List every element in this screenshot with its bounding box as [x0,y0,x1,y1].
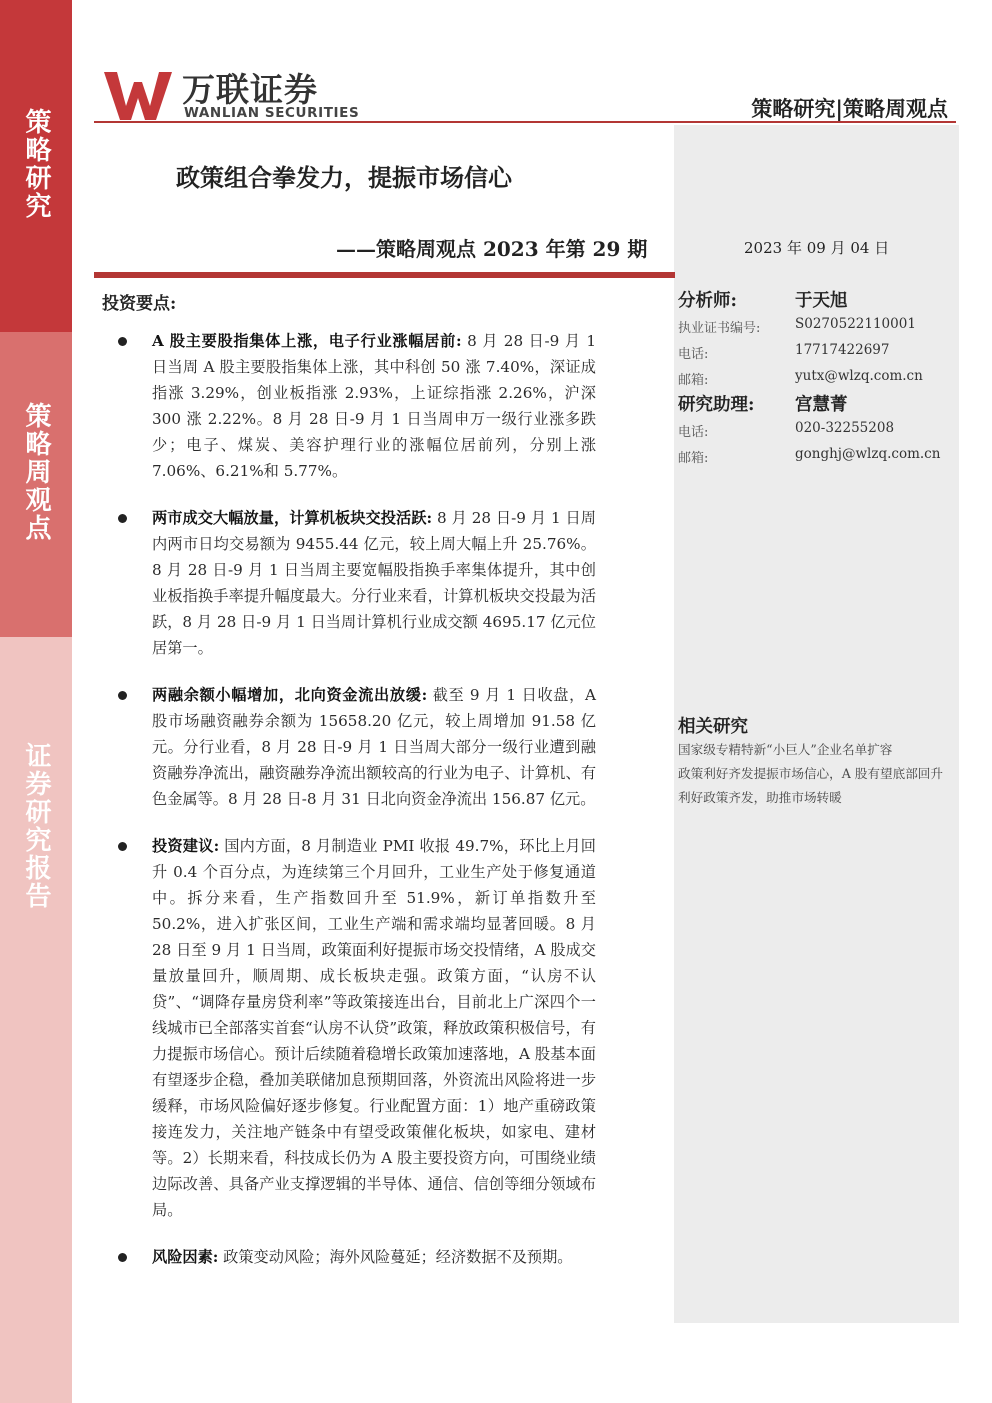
assistant-phone-label: 电话: [678,425,709,440]
key-point-item [102,682,596,812]
related-research-link[interactable]: 政策利好齐发提振市场信心，A 股有望底部回升 [678,766,943,781]
company-logo [104,68,374,124]
analyst-label: 分析师: [678,291,737,311]
bullet-icon [118,1253,127,1262]
bullet-icon [118,337,127,346]
assistant-phone-value: 020-32255208 [795,420,895,436]
band-label-strategy-research: 策略研究 [21,108,51,220]
email-link[interactable]: yutx@wlzq.com.cn [795,368,923,384]
logo-english-name: WANLIAN SECURITIES [184,105,360,121]
license-value: S0270522110001 [795,316,916,332]
key-point-body: 政策变动风险；海外风险蔓延；经济数据不及预期。 [218,1248,573,1266]
assistant-email-link[interactable]: gonghj@wlzq.com.cn [795,446,941,462]
related-research-link[interactable]: 利好政策齐发，助推市场转暖 [678,790,842,805]
report-title: 政策组合拳发力，提振市场信心 [176,163,512,192]
band-label-securities-report: 证券研究报告 [21,742,51,910]
key-points-heading: 投资要点: [102,294,177,314]
related-research-list [678,738,960,810]
key-point-heading: 两市成交大幅放量，计算机板块交投活跃: [152,509,433,527]
key-point-body: 8 月 28 日-9 月 1 日周内两市日均交易额为 9455.44 亿元，较上周大幅上升 25.76%。8 月 28 日-9 月 1 日当周主要宽幅股指换手率集体提升，其中创业板指换手率提升幅度最大。分行业来看，计算机板块交投最为活跃，8 月 28 日-9 月 1 日当周计算机行业成交额 4695.17 亿元位居第一。 [152,509,596,657]
assistant-email-label: 邮箱: [678,451,709,466]
bullet-icon [118,842,127,851]
key-point-text [152,505,596,661]
title-divider [94,272,675,278]
key-point-heading: A 股主要股指集体上涨，电子行业涨幅居前: [152,332,462,350]
report-subtitle: ——策略周观点 2023 年第 29 期 [336,237,648,261]
key-point-heading: 投资建议: [152,837,220,855]
report-date: 2023 年 09 月 04 日 [744,239,890,257]
logo-w-mark-icon [104,68,180,122]
band-section-strategy-research [0,0,72,332]
bullet-icon [118,691,127,700]
key-point-body: 国内方面，8 月制造业 PMI 收报 49.7%，环比上月回升 0.4 个百分点，为连续第三个月回升，工业生产处于修复通道中。拆分来看，生产指数回升至 51.9%，新订单指数升至 50.2%，进入扩张区间，工业生产端和需求端均显著回暖。8 月 28 日至 9 月 1 日当周，政策面利好提振市场交投情绪，A 股成交量放量回升，顺周期、成长板块走强。政策方面，“认房不认贷”、“调降存量房贷利率”等政策接连出台，目前北上广深四个一线城市已全部落实首套“认房不认贷”政策，释放政策积极信号，有力提振市场信心。预计后续随着稳增长政策加速落地，A 股基本面有望逐步企稳，叠加美联储加息预期回落，外资流出风险将进一步缓释，市场风险偏好逐步修复。行业配置方面：1）地产重磅政策接连发力，关注地产链条中有望受政策催化板块，如家电、建材等。2）长期来看，科技成长仍为 A 股主要投资方向，可围绕业绩边际改善、具备产业支撑逻辑的半导体、通信、信创等细分领域布局。 [152,837,596,1219]
logo-chinese-name: 万联证券 [182,70,318,109]
bullet-icon [118,514,127,523]
key-point-body: 8 月 28 日-9 月 1 日当周 A 股主要股指集体上涨，其中科创 50 涨 7.40%，深证成指涨 3.29%，创业板指涨 2.93%，上证综指涨 2.26%，沪深 300 涨 2.22%。8 月 28 日-9 月 1 日当周申万一级行业涨多跌少；电子、煤炭、美容护理行业的涨幅位居前列，分别上涨 7.06%、6.21%和 5.77%。 [152,332,596,480]
key-point-text [152,1244,596,1270]
key-point-heading: 两融余额小幅增加，北向资金流出放缓: [152,686,428,704]
band-section-securities-report [0,637,72,1403]
key-point-item [102,328,596,484]
report-category-tag: 策略研究|策略周观点 [751,96,948,121]
key-point-item [102,505,596,661]
key-point-item [102,1244,596,1270]
band-section-weekly-view [0,332,72,637]
key-point-text [152,328,596,484]
phone-value: 17717422697 [795,342,890,358]
key-point-text [152,833,596,1223]
phone-label: 电话: [678,347,709,362]
key-point-heading: 风险因素: [152,1248,219,1266]
left-category-band [0,0,72,1403]
key-point-item [102,833,596,1223]
email-label: 邮箱: [678,373,709,388]
analyst-name: 于天旭 [795,291,848,311]
related-research-link[interactable]: 国家级专精特新“小巨人”企业名单扩容 [678,742,893,757]
key-points-list [102,328,596,1291]
key-point-body: 截至 9 月 1 日收盘，A 股市场融资融券余额为 15658.20 亿元，较上周增加 91.58 亿元。分行业看，8 月 28 日-9 月 1 日当周大部分一级行业遭到融资融券净流出，融资融券净流出额较高的行业为电子、计算机、有色金属等。8 月 28 日-8 月 31 日北向资金净流出 156.87 亿元。 [152,686,596,808]
assistant-name: 宫慧菁 [795,395,848,415]
band-label-weekly-view: 策略周观点 [21,402,51,542]
key-point-text [152,682,596,812]
related-research-heading: 相关研究 [678,717,748,737]
assistant-label: 研究助理: [678,395,755,415]
header-divider [94,121,956,123]
license-label: 执业证书编号: [678,321,761,336]
